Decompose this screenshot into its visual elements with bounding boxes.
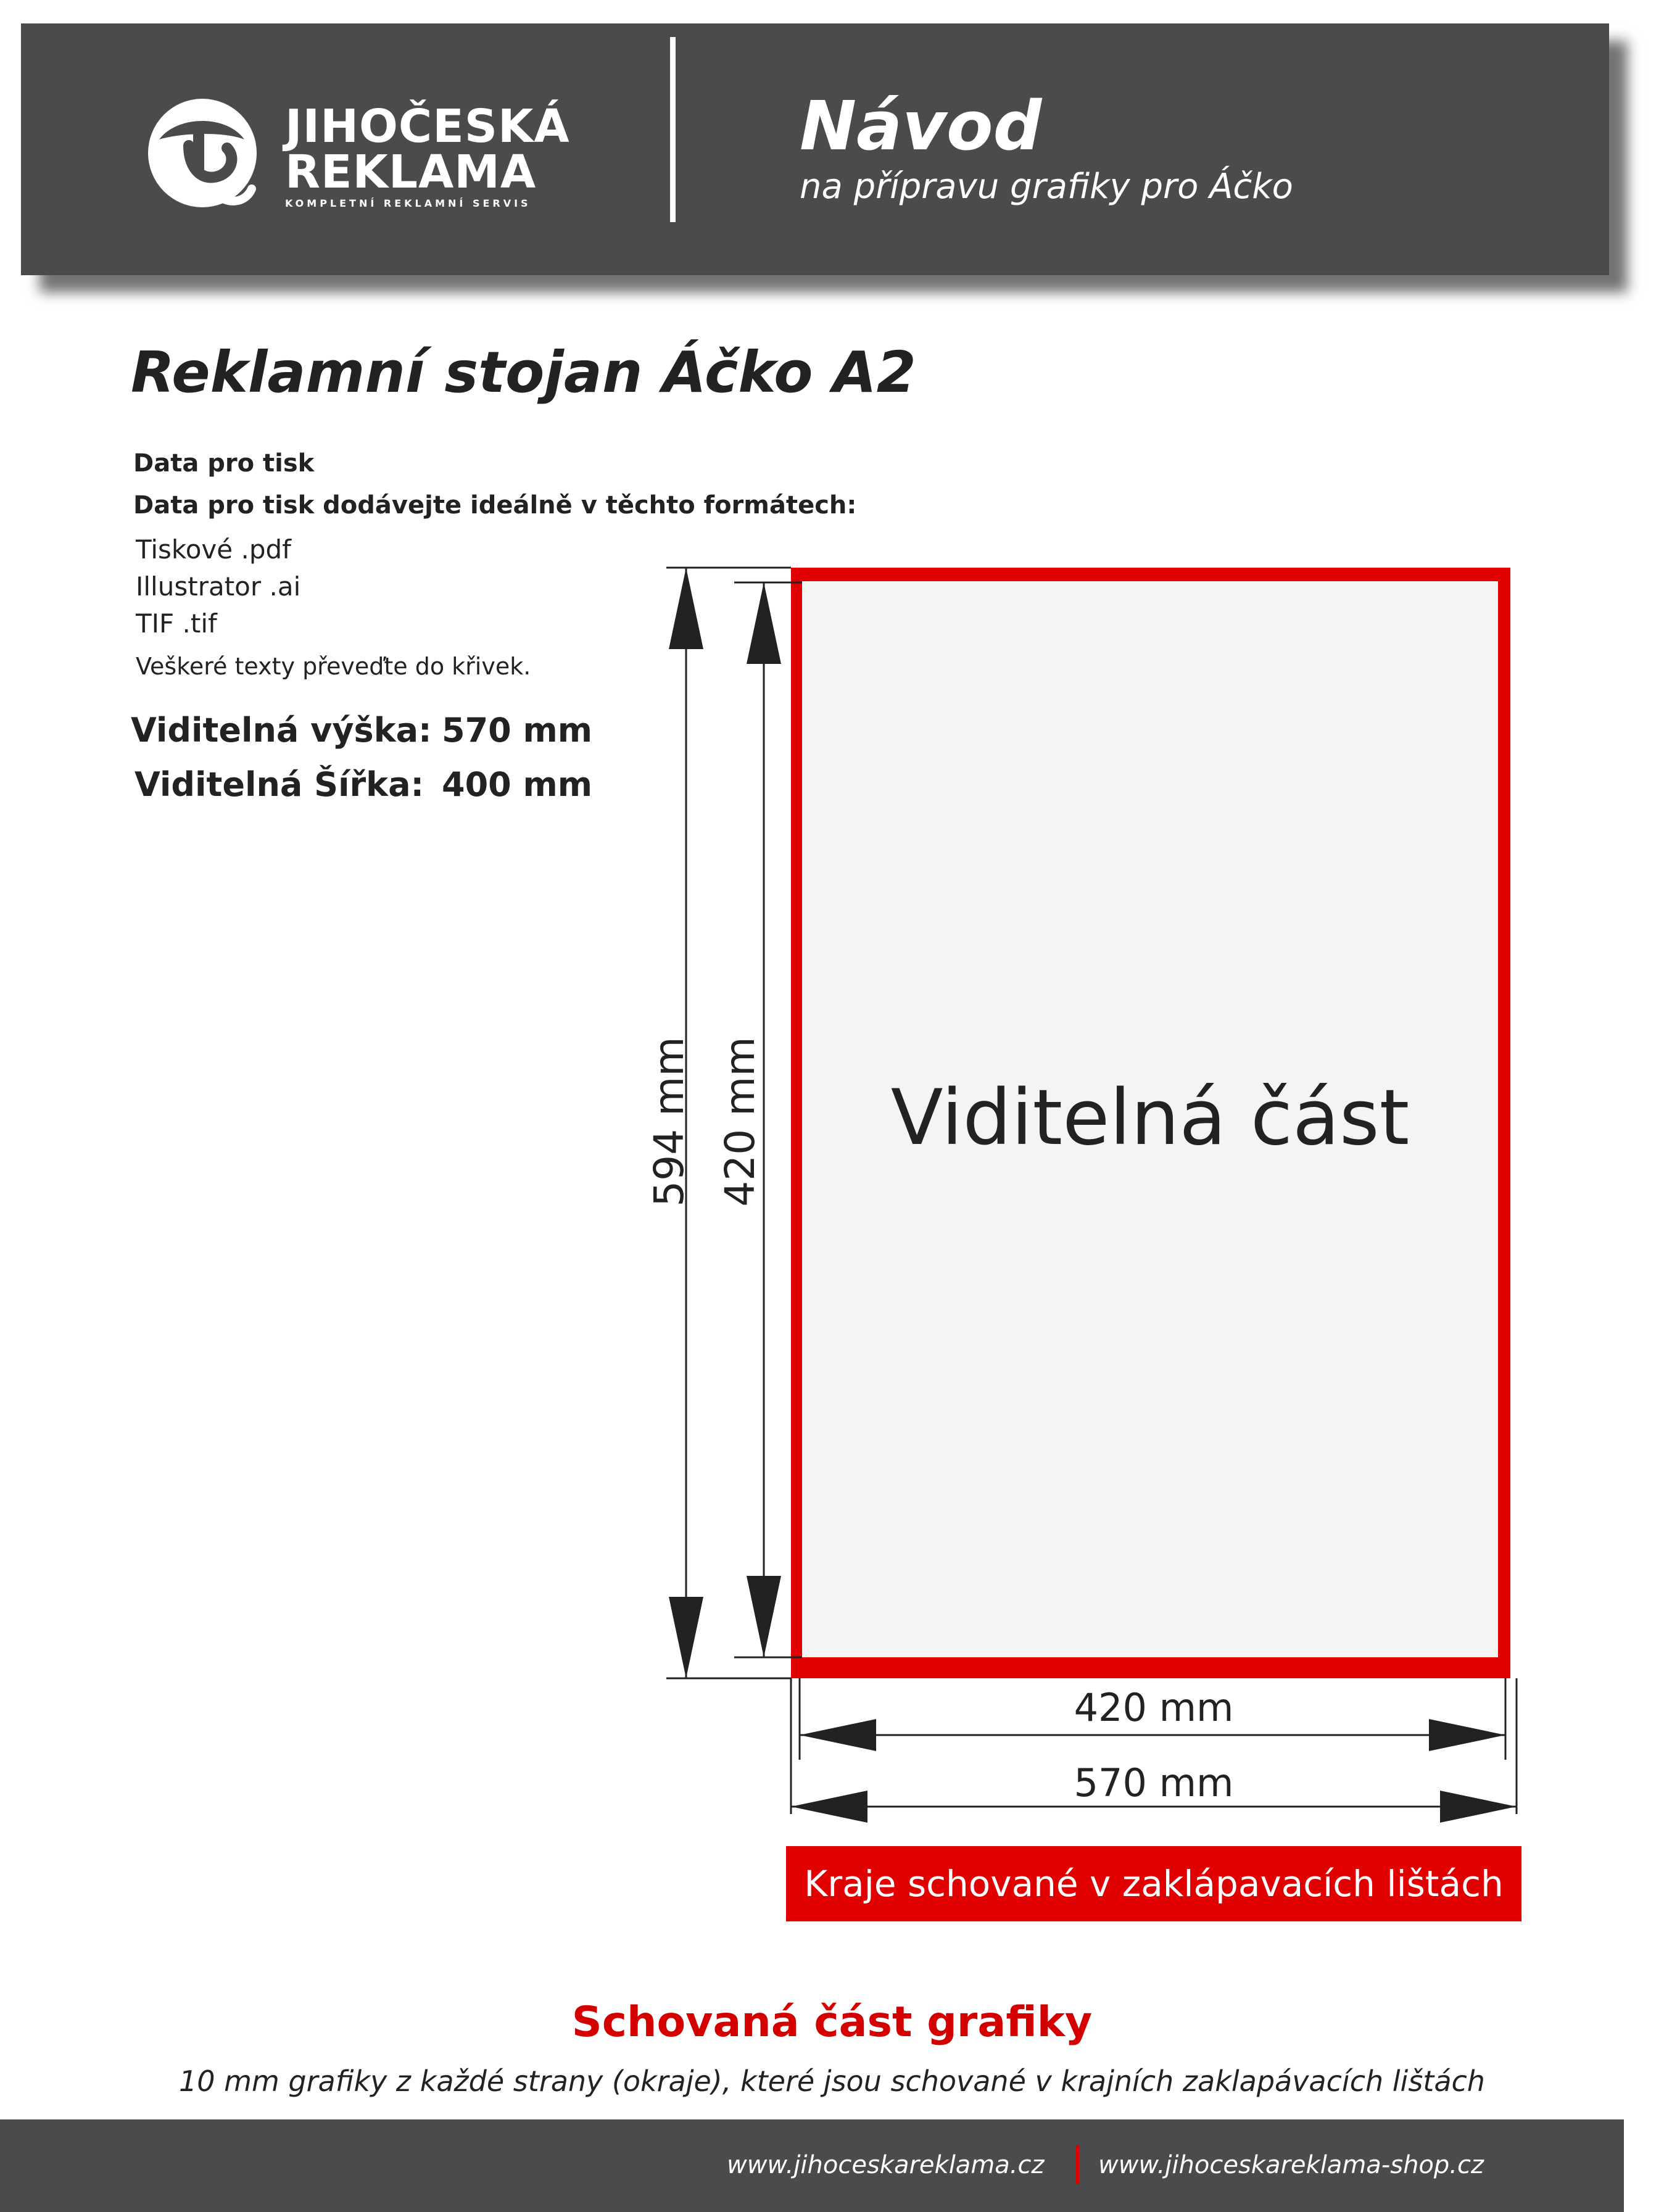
hidden-part-description: 10 mm grafiky z každé strany (okraje), které jsou schované v krajních zaklapávacích lištách [179, 2065, 1485, 2098]
footer-link-website[interactable]: www.jihoceskareklama.cz [727, 2151, 1045, 2179]
brand-tagline: KOMPLETNÍ REKLAMNÍ SERVIS [285, 197, 531, 209]
outer-height-label: 594 mm [645, 1037, 693, 1207]
curves-note: Veškeré texty převeďte do křivek. [136, 653, 531, 680]
brand-name-line2: REKLAMA [285, 146, 537, 199]
hidden-edges-banner [786, 1846, 1521, 1921]
format-item: Illustrator .ai [136, 571, 301, 602]
hidden-part-title: Schovaná část grafiky [571, 1998, 1093, 2047]
hidden-edges-banner-text: Kraje schované v zaklápavacích lištách [804, 1863, 1504, 1905]
print-data-heading: Data pro tisk [133, 449, 315, 478]
format-item: TIF .tif [136, 608, 217, 639]
guide-subtitle: na přípravu grafiky pro Áčko [800, 167, 1293, 207]
print-formats-heading: Data pro tisk dodávejte ideálně v těchto formátech: [133, 491, 857, 520]
visible-height-value: 570 mm [442, 711, 593, 750]
format-item: Tiskové .pdf [136, 534, 291, 565]
visible-width-label: Viditelná Šířka: [135, 765, 424, 804]
visible-area-label: Viditelná část [890, 1074, 1410, 1162]
page-title: Reklamní stojan Áčko A2 [131, 339, 916, 405]
brand-name-line1: JIHOČESKÁ [285, 100, 570, 153]
footer-separator [1076, 2145, 1080, 2184]
inner-width-label: 420 mm [1074, 1685, 1234, 1730]
visible-width-value: 400 mm [442, 765, 593, 804]
visible-height-label: Viditelná výška: [131, 711, 432, 750]
inner-height-label: 420 mm [716, 1037, 764, 1207]
outer-width-label: 570 mm [1074, 1760, 1234, 1805]
footer-link-shop[interactable]: www.jihoceskareklama-shop.cz [1098, 2151, 1484, 2179]
guide-title: Návod [800, 86, 1042, 165]
